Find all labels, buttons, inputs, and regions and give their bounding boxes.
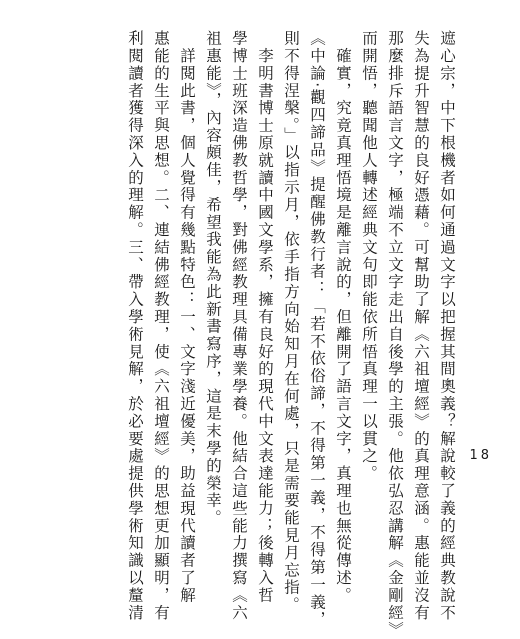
text-column-1: 遮心宗，中下根機者如何通過文字以把握其間奧義？解說較了義的經典教說不 (438, 30, 456, 622)
text-column-3: 那麼排斥語言文字，極端不立文字走出自後學的主張。他依弘忍講解《金剛經》 (386, 30, 404, 639)
text-column-6: 《中論‧觀四諦品》提醒佛教行者：「若不依俗諦，不得第一義，不得第一義， (308, 30, 326, 629)
text-column-2: 失為提升智慧的良好憑藉。可幫助了解《六祖壇經》的真理意涵。惠能並沒有 (412, 30, 430, 622)
text-column-13: 利閱讀者獲得深入的理解。三、帶入學術見解，於必要處提供學術知識以釐清 (126, 30, 144, 622)
text-column-5: 確實，究竟真理悟境是離言說的，但離開了語言文字，真理也無從傳述。 (334, 30, 352, 605)
text-column-7: 則不得涅槃。」以指示月，依手指方向始知月在何處，只是需要能見月忘指。 (282, 30, 300, 614)
page-text (122, 30, 460, 639)
text-column-4: 而開悟，聽聞他人轉述經典文句即能依所悟真理一以貫之。 (360, 30, 378, 483)
page-number: 18 (469, 448, 492, 463)
text-column-9: 學博士班深造佛教哲學，對佛經教理具備專業學養。他結合這些能力撰寫《六 (230, 30, 248, 622)
text-column-11: 詳閱此書，個人覺得有幾點特色：一、文字淺近優美，助益現代讀者了解 (178, 30, 196, 605)
text-column-8: 李明書博士原就讀中國文學系，擁有良好的現代中文表達能力；後轉入哲 (256, 30, 274, 605)
text-column-12: 惠能的生平與思想。二、連結佛經教理，使《六祖壇經》的思想更加顯明，有 (152, 30, 170, 622)
text-column-10: 祖惠能》，內容頗佳，希望我能為此新書寫序，這是末學的榮幸。 (204, 30, 222, 527)
